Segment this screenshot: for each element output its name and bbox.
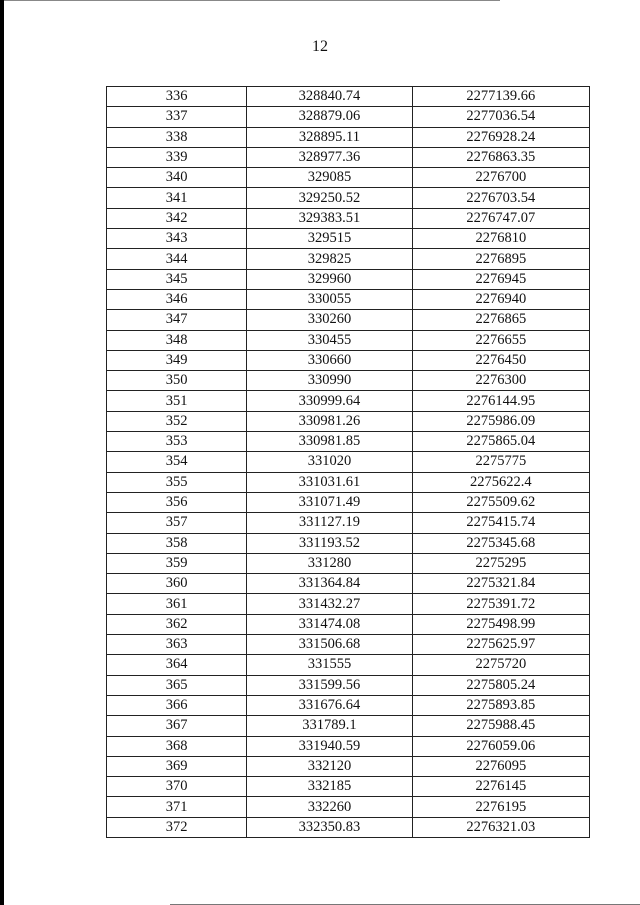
point-number-cell: 359 xyxy=(107,553,247,573)
point-number-cell: 346 xyxy=(107,289,247,309)
table-row xyxy=(107,756,590,776)
table-row xyxy=(107,533,590,553)
x-coordinate-cell: 332185 xyxy=(247,777,412,797)
x-coordinate-cell: 331940.59 xyxy=(247,736,412,756)
point-number-cell: 349 xyxy=(107,350,247,370)
x-coordinate-cell: 332120 xyxy=(247,756,412,776)
point-number-cell: 343 xyxy=(107,229,247,249)
y-coordinate-cell: 2275988.45 xyxy=(412,716,589,736)
point-number-cell: 361 xyxy=(107,594,247,614)
table-row xyxy=(107,411,590,431)
point-number-cell: 366 xyxy=(107,695,247,715)
point-number-cell: 337 xyxy=(107,107,247,127)
point-number-cell: 347 xyxy=(107,310,247,330)
scan-edge-top xyxy=(0,0,500,1)
point-number-cell: 364 xyxy=(107,655,247,675)
table-row xyxy=(107,289,590,309)
y-coordinate-cell: 2275720 xyxy=(412,655,589,675)
x-coordinate-cell: 330981.26 xyxy=(247,411,412,431)
x-coordinate-cell: 330260 xyxy=(247,310,412,330)
y-coordinate-cell: 2275391.72 xyxy=(412,594,589,614)
table-row xyxy=(107,695,590,715)
x-coordinate-cell: 331789.1 xyxy=(247,716,412,736)
point-number-cell: 352 xyxy=(107,411,247,431)
x-coordinate-cell: 331193.52 xyxy=(247,533,412,553)
table-row xyxy=(107,675,590,695)
table-row xyxy=(107,330,590,350)
table-row xyxy=(107,716,590,736)
y-coordinate-cell: 2275295 xyxy=(412,553,589,573)
x-coordinate-cell: 330660 xyxy=(247,350,412,370)
y-coordinate-cell: 2276700 xyxy=(412,168,589,188)
point-number-cell: 350 xyxy=(107,371,247,391)
y-coordinate-cell: 2275415.74 xyxy=(412,513,589,533)
y-coordinate-cell: 2276863.35 xyxy=(412,147,589,167)
point-number-cell: 370 xyxy=(107,777,247,797)
table-row xyxy=(107,107,590,127)
x-coordinate-cell: 329515 xyxy=(247,229,412,249)
y-coordinate-cell: 2276059.06 xyxy=(412,736,589,756)
x-coordinate-cell: 331364.84 xyxy=(247,574,412,594)
point-number-cell: 354 xyxy=(107,452,247,472)
y-coordinate-cell: 2276300 xyxy=(412,371,589,391)
table-row xyxy=(107,452,590,472)
table-row xyxy=(107,736,590,756)
point-number-cell: 362 xyxy=(107,614,247,634)
table-row xyxy=(107,594,590,614)
point-number-cell: 353 xyxy=(107,432,247,452)
point-number-cell: 336 xyxy=(107,87,247,107)
point-number-cell: 348 xyxy=(107,330,247,350)
table-row xyxy=(107,513,590,533)
y-coordinate-cell: 2276747.07 xyxy=(412,208,589,228)
y-coordinate-cell: 2276095 xyxy=(412,756,589,776)
y-coordinate-cell: 2275321.84 xyxy=(412,574,589,594)
table-row xyxy=(107,777,590,797)
y-coordinate-cell: 2275498.99 xyxy=(412,614,589,634)
x-coordinate-cell: 329085 xyxy=(247,168,412,188)
point-number-cell: 369 xyxy=(107,756,247,776)
point-number-cell: 344 xyxy=(107,249,247,269)
y-coordinate-cell: 2276144.95 xyxy=(412,391,589,411)
table-row xyxy=(107,635,590,655)
x-coordinate-cell: 331474.08 xyxy=(247,614,412,634)
page-number: 12 xyxy=(312,38,328,55)
coordinates-table-body xyxy=(107,87,590,838)
y-coordinate-cell: 2275805.24 xyxy=(412,675,589,695)
x-coordinate-cell: 331071.49 xyxy=(247,492,412,512)
y-coordinate-cell: 2277036.54 xyxy=(412,107,589,127)
y-coordinate-cell: 2275775 xyxy=(412,452,589,472)
y-coordinate-cell: 2275509.62 xyxy=(412,492,589,512)
y-coordinate-cell: 2277139.66 xyxy=(412,87,589,107)
point-number-cell: 341 xyxy=(107,188,247,208)
table-row xyxy=(107,797,590,817)
y-coordinate-cell: 2275986.09 xyxy=(412,411,589,431)
point-number-cell: 339 xyxy=(107,147,247,167)
y-coordinate-cell: 2275622.4 xyxy=(412,472,589,492)
table-row xyxy=(107,432,590,452)
table-row xyxy=(107,492,590,512)
x-coordinate-cell: 331599.56 xyxy=(247,675,412,695)
x-coordinate-cell: 330055 xyxy=(247,289,412,309)
y-coordinate-cell: 2275893.85 xyxy=(412,695,589,715)
point-number-cell: 338 xyxy=(107,127,247,147)
x-coordinate-cell: 329960 xyxy=(247,269,412,289)
y-coordinate-cell: 2275345.68 xyxy=(412,533,589,553)
table-row xyxy=(107,574,590,594)
table-row xyxy=(107,168,590,188)
point-number-cell: 345 xyxy=(107,269,247,289)
x-coordinate-cell: 330981.85 xyxy=(247,432,412,452)
point-number-cell: 360 xyxy=(107,574,247,594)
table-row xyxy=(107,655,590,675)
y-coordinate-cell: 2276321.03 xyxy=(412,817,589,837)
table-row xyxy=(107,127,590,147)
y-coordinate-cell: 2276450 xyxy=(412,350,589,370)
x-coordinate-cell: 331280 xyxy=(247,553,412,573)
point-number-cell: 371 xyxy=(107,797,247,817)
table-row xyxy=(107,208,590,228)
x-coordinate-cell: 332350.83 xyxy=(247,817,412,837)
x-coordinate-cell: 330999.64 xyxy=(247,391,412,411)
y-coordinate-cell: 2276865 xyxy=(412,310,589,330)
point-number-cell: 356 xyxy=(107,492,247,512)
table-row xyxy=(107,249,590,269)
table-row xyxy=(107,817,590,837)
point-number-cell: 340 xyxy=(107,168,247,188)
y-coordinate-cell: 2276703.54 xyxy=(412,188,589,208)
x-coordinate-cell: 329383.51 xyxy=(247,208,412,228)
x-coordinate-cell: 332260 xyxy=(247,797,412,817)
table-row xyxy=(107,614,590,634)
coordinates-table xyxy=(106,86,590,838)
x-coordinate-cell: 331432.27 xyxy=(247,594,412,614)
point-number-cell: 358 xyxy=(107,533,247,553)
x-coordinate-cell: 328840.74 xyxy=(247,87,412,107)
x-coordinate-cell: 331676.64 xyxy=(247,695,412,715)
table-row xyxy=(107,188,590,208)
table-row xyxy=(107,553,590,573)
y-coordinate-cell: 2276928.24 xyxy=(412,127,589,147)
y-coordinate-cell: 2275865.04 xyxy=(412,432,589,452)
table-row xyxy=(107,371,590,391)
x-coordinate-cell: 328977.36 xyxy=(247,147,412,167)
point-number-cell: 372 xyxy=(107,817,247,837)
x-coordinate-cell: 331031.61 xyxy=(247,472,412,492)
x-coordinate-cell: 331555 xyxy=(247,655,412,675)
table-row xyxy=(107,310,590,330)
y-coordinate-cell: 2276940 xyxy=(412,289,589,309)
point-number-cell: 342 xyxy=(107,208,247,228)
y-coordinate-cell: 2276145 xyxy=(412,777,589,797)
x-coordinate-cell: 328879.06 xyxy=(247,107,412,127)
x-coordinate-cell: 331506.68 xyxy=(247,635,412,655)
point-number-cell: 363 xyxy=(107,635,247,655)
point-number-cell: 368 xyxy=(107,736,247,756)
scan-edge-left xyxy=(0,0,4,905)
x-coordinate-cell: 331020 xyxy=(247,452,412,472)
point-number-cell: 351 xyxy=(107,391,247,411)
table-row xyxy=(107,229,590,249)
y-coordinate-cell: 2276810 xyxy=(412,229,589,249)
y-coordinate-cell: 2276655 xyxy=(412,330,589,350)
y-coordinate-cell: 2276895 xyxy=(412,249,589,269)
table-row xyxy=(107,87,590,107)
point-number-cell: 355 xyxy=(107,472,247,492)
table-row xyxy=(107,350,590,370)
table-row xyxy=(107,147,590,167)
point-number-cell: 357 xyxy=(107,513,247,533)
y-coordinate-cell: 2275625.97 xyxy=(412,635,589,655)
x-coordinate-cell: 331127.19 xyxy=(247,513,412,533)
x-coordinate-cell: 330455 xyxy=(247,330,412,350)
point-number-cell: 367 xyxy=(107,716,247,736)
table-row xyxy=(107,269,590,289)
y-coordinate-cell: 2276195 xyxy=(412,797,589,817)
table-row xyxy=(107,391,590,411)
y-coordinate-cell: 2276945 xyxy=(412,269,589,289)
x-coordinate-cell: 329250.52 xyxy=(247,188,412,208)
x-coordinate-cell: 329825 xyxy=(247,249,412,269)
x-coordinate-cell: 328895.11 xyxy=(247,127,412,147)
table-row xyxy=(107,472,590,492)
x-coordinate-cell: 330990 xyxy=(247,371,412,391)
point-number-cell: 365 xyxy=(107,675,247,695)
